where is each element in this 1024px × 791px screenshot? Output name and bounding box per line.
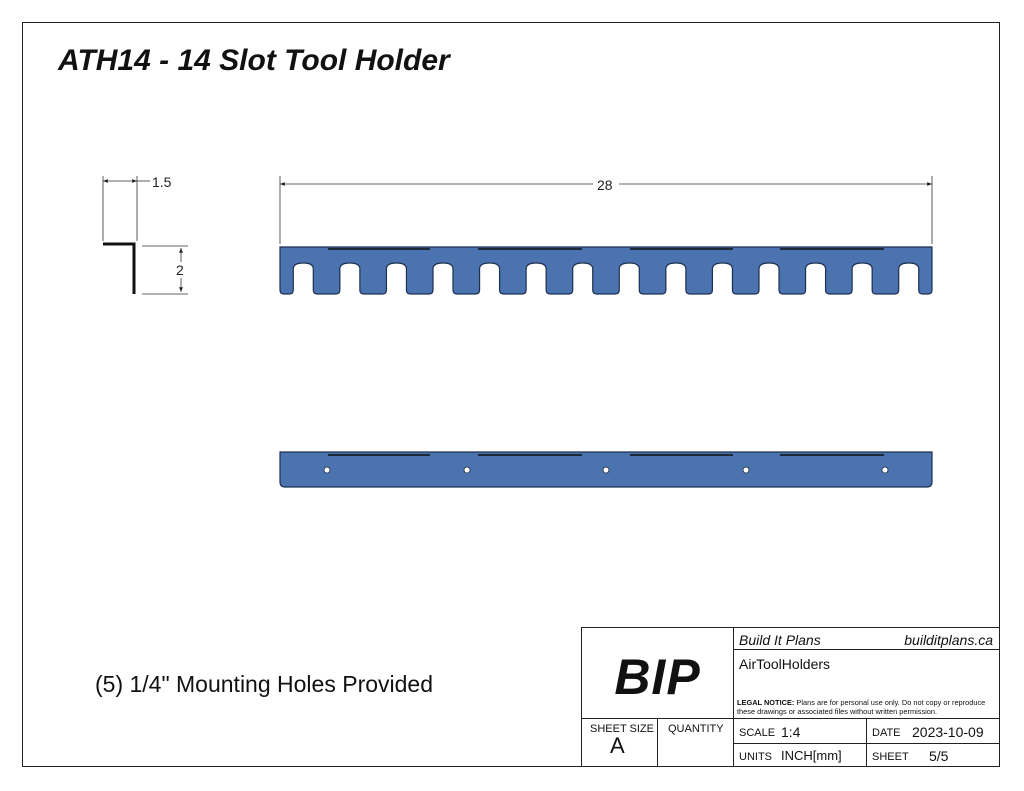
sheet-size-value: A: [610, 733, 625, 758]
logo-cell: [581, 627, 734, 719]
mounting-holes-note: (5) 1/4" Mounting Holes Provided: [95, 671, 434, 697]
height-dimension-label: 2: [176, 262, 184, 278]
company-logo: BIP: [614, 649, 701, 705]
mounting-hole: [882, 467, 888, 473]
scale-value: 1:4: [781, 724, 801, 740]
length-dimension-label: 28: [597, 177, 613, 193]
mounting-hole: [464, 467, 470, 473]
slotted-top-view: [280, 247, 932, 294]
units-cell: UNITS INCH[mm]: [733, 743, 867, 767]
sheet-cell: SHEET 5/5: [866, 743, 1000, 767]
side-profile-view: [103, 174, 188, 294]
mounting-hole: [743, 467, 749, 473]
company-name: Build It Plans: [739, 632, 821, 648]
company-website: builditplans.ca: [904, 632, 993, 648]
mounting-hole: [603, 467, 609, 473]
quantity-cell: QUANTITY: [657, 718, 734, 767]
mounting-hole: [324, 467, 330, 473]
legal-notice: LEGAL NOTICE: Plans are for personal use only. Do not copy or reproduce these drawings or associated files without written permission.: [737, 698, 986, 717]
title-block: [581, 627, 1000, 767]
front-view: [280, 452, 932, 487]
drawing-title: ATH14 - 14 Slot Tool Holder: [58, 44, 450, 77]
slotted-bar: [280, 247, 932, 294]
sheet-size-cell: SHEET SIZE A: [581, 718, 658, 767]
project-name: AirToolHolders: [739, 656, 831, 672]
info-cell: [733, 627, 1000, 719]
sheet-number: 5/5: [929, 748, 949, 764]
width-dimension-label: 1.5: [152, 174, 172, 190]
units-value: INCH[mm]: [781, 748, 842, 763]
date-cell: DATE 2023-10-09: [866, 718, 1000, 744]
date-value: 2023-10-09: [912, 724, 984, 740]
scale-cell: SCALE 1:4: [733, 718, 867, 744]
angle-profile: [103, 244, 134, 294]
length-dimension: [280, 176, 932, 244]
